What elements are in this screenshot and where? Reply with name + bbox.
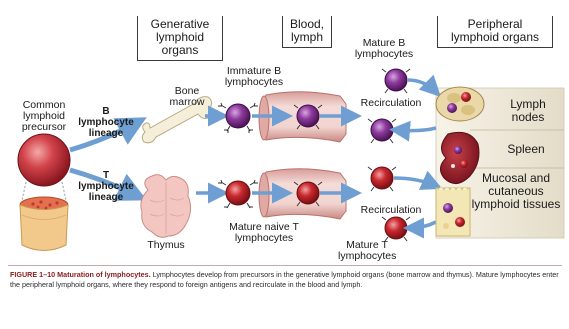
- caption-figure-number: FIGURE 1–10: [10, 270, 56, 279]
- label-b-lineage: B lymphocyte lineage: [78, 106, 134, 139]
- mature-t-cell-recirculating: [382, 217, 410, 241]
- mature-b-cell-top: [382, 69, 410, 93]
- label-mucosal-tissues: Mucosal and cutaneous lymphoid tissues: [471, 171, 561, 211]
- arrow-t-recirculation: [410, 222, 436, 228]
- mature-t-cell-top: [368, 167, 396, 191]
- caption-body: Lymphocytes develop from precursors in the generative lymphoid organs (bone marrow and thymus). Mature lymphocytes enter the peripheral lymphoid organs, where they respond to foreign antigens and recirculate in the blood and lymph.: [10, 270, 559, 289]
- caption-rule: [8, 265, 562, 266]
- bone-core-sample: [20, 182, 68, 251]
- immature-b-cell: [218, 103, 258, 133]
- arrow-t-to-spleen: [394, 178, 436, 186]
- label-recirculation-bottom: Recirculation: [360, 204, 422, 216]
- header-blood-lymph: Blood, lymph: [282, 16, 332, 48]
- label-thymus: Thymus: [147, 239, 185, 251]
- arrow-b-to-lymph-node: [408, 80, 436, 92]
- label-bone-marrow: Bone marrow: [169, 85, 205, 108]
- label-t-lineage: T lymphocyte lineage: [78, 170, 134, 203]
- arrow-b-recirculation: [396, 128, 436, 131]
- label-lymph-nodes: Lymph nodes: [510, 97, 546, 124]
- header-generative-organs: Generative lymphoid organs: [137, 16, 223, 61]
- label-recirculation-top: Recirculation: [360, 97, 422, 109]
- header-peripheral-organs: Peripheral lymphoid organs: [437, 16, 553, 48]
- label-mature-t: Mature T lymphocytes: [338, 239, 397, 262]
- figure-caption: [10, 270, 562, 289]
- thymus-illustration: [141, 175, 191, 238]
- precursor-cell: [18, 134, 70, 186]
- label-mature-b: Mature B lymphocytes: [354, 37, 414, 60]
- lymph-node-illustration: [436, 87, 484, 121]
- label-immature-b: Immature B lymphocytes: [224, 65, 284, 88]
- label-spleen: Spleen: [507, 142, 545, 156]
- mature-b-cell-recirculating: [368, 119, 396, 143]
- caption-title: Maturation of lymphocytes.: [57, 270, 151, 279]
- mucosal-tissue-illustration: [436, 187, 470, 236]
- label-mature-naive-t: Mature naive T lymphocytes: [229, 221, 299, 244]
- label-precursor: Common lymphoid precursor: [21, 99, 67, 133]
